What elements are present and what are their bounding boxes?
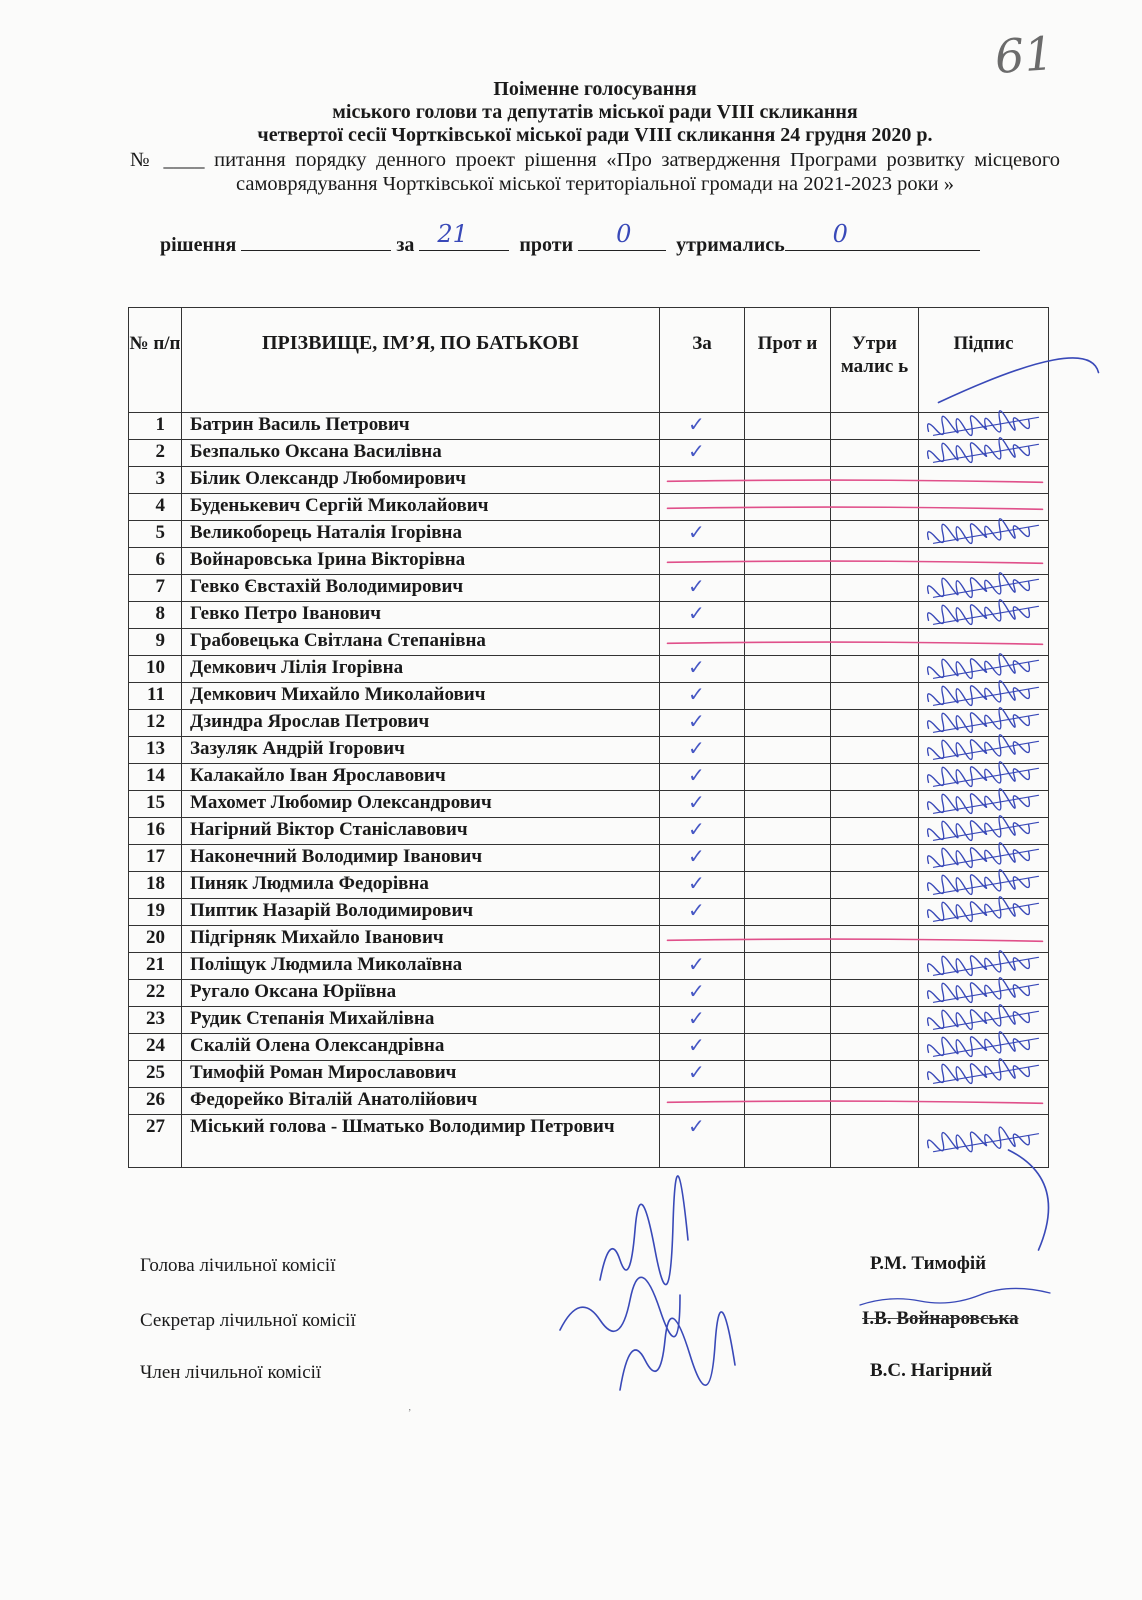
- row-number: 21: [129, 953, 182, 980]
- row-for-cell: [660, 467, 745, 494]
- row-signature-cell: [919, 818, 1049, 845]
- row-against-cell: [745, 926, 831, 953]
- table-row: [129, 575, 1049, 602]
- row-signature-cell: [919, 1007, 1049, 1034]
- check-mark-icon: ✓: [688, 412, 705, 436]
- row-name: Безпалько Оксана Василівна: [182, 440, 660, 467]
- row-against-cell: [745, 467, 831, 494]
- table-row: [129, 1061, 1049, 1088]
- row-number: 6: [129, 548, 182, 575]
- row-number: 1: [129, 413, 182, 440]
- row-number: 11: [129, 683, 182, 710]
- check-mark-icon: ✓: [688, 601, 705, 625]
- row-for-cell: [660, 629, 745, 656]
- for-count: 21: [437, 220, 468, 248]
- row-against-cell: [745, 1115, 831, 1168]
- row-for-cell: [660, 899, 745, 926]
- row-for-cell: [660, 575, 745, 602]
- row-signature-cell: [919, 980, 1049, 1007]
- row-for-cell: [660, 818, 745, 845]
- row-signature-cell: [919, 1061, 1049, 1088]
- row-against-cell: [745, 872, 831, 899]
- table-row: [129, 710, 1049, 737]
- check-mark-icon: ✓: [688, 898, 705, 922]
- row-abstained-cell: [831, 899, 919, 926]
- row-against-cell: [745, 683, 831, 710]
- row-for-cell: [660, 494, 745, 521]
- row-abstained-cell: [831, 656, 919, 683]
- row-abstained-cell: [831, 710, 919, 737]
- table-row: [129, 602, 1049, 629]
- table-row: [129, 980, 1049, 1007]
- abstained-count: 0: [832, 220, 848, 248]
- row-signature-cell: [919, 872, 1049, 899]
- row-abstained-cell: [831, 1007, 919, 1034]
- row-for-cell: [660, 656, 745, 683]
- row-against-cell: [745, 575, 831, 602]
- row-signature-cell: [919, 602, 1049, 629]
- decision-blank: [241, 232, 391, 251]
- row-against-cell: [745, 629, 831, 656]
- row-for-cell: [660, 845, 745, 872]
- check-mark-icon: ✓: [688, 439, 705, 463]
- row-against-cell: [745, 656, 831, 683]
- table-row: [129, 791, 1049, 818]
- table-row: [129, 737, 1049, 764]
- row-for-cell: [660, 980, 745, 1007]
- row-signature-cell: [919, 683, 1049, 710]
- row-against-cell: [745, 1007, 831, 1034]
- table-row: [129, 899, 1049, 926]
- table-row: [129, 953, 1049, 980]
- row-signature-cell: [919, 548, 1049, 575]
- row-abstained-cell: [831, 926, 919, 953]
- table-row: [129, 818, 1049, 845]
- row-number: 7: [129, 575, 182, 602]
- row-against-cell: [745, 818, 831, 845]
- row-against-cell: [745, 548, 831, 575]
- row-against-cell: [745, 602, 831, 629]
- check-mark-icon: ✓: [688, 736, 705, 760]
- for-blank: [419, 220, 509, 251]
- row-signature-cell: [919, 1088, 1049, 1115]
- row-abstained-cell: [831, 1115, 919, 1168]
- check-mark-icon: ✓: [688, 1033, 705, 1057]
- row-name: Наконечний Володимир Іванович: [182, 845, 660, 872]
- table-row: [129, 872, 1049, 899]
- row-name: Дзиндра Ярослав Петрович: [182, 710, 660, 737]
- row-abstained-cell: [831, 791, 919, 818]
- table-row: [129, 845, 1049, 872]
- chair-name: Р.М. Тимофій: [870, 1253, 987, 1274]
- row-abstained-cell: [831, 764, 919, 791]
- row-number: 18: [129, 872, 182, 899]
- row-for-cell: [660, 872, 745, 899]
- row-name: Скалій Олена Олександрівна: [182, 1034, 660, 1061]
- row-signature-cell: [919, 413, 1049, 440]
- row-for-cell: [660, 1061, 745, 1088]
- row-against-cell: [745, 953, 831, 980]
- member-name: В.С. Нагірний: [870, 1360, 993, 1381]
- col-abstained-header: Утри малис ь: [831, 308, 919, 413]
- col-for-header: За: [660, 308, 745, 413]
- abstained-blank: [785, 220, 980, 251]
- against-label: проти: [519, 234, 574, 256]
- row-name: Білик Олександр Любомирович: [182, 467, 660, 494]
- row-number: 22: [129, 980, 182, 1007]
- row-number: 23: [129, 1007, 182, 1034]
- row-signature-cell: [919, 440, 1049, 467]
- header-subtitle: міського голови та депутатів міської ради VIII скликання: [332, 101, 858, 123]
- row-abstained-cell: [831, 845, 919, 872]
- row-against-cell: [745, 1034, 831, 1061]
- row-name: Буденькевич Сергій Миколайович: [182, 494, 660, 521]
- row-against-cell: [745, 521, 831, 548]
- row-number: 9: [129, 629, 182, 656]
- row-signature-cell: [919, 764, 1049, 791]
- row-number: 14: [129, 764, 182, 791]
- check-mark-icon: ✓: [688, 655, 705, 679]
- row-against-cell: [745, 710, 831, 737]
- secretary-signature: [560, 1277, 680, 1336]
- against-count: 0: [616, 220, 632, 248]
- header-session: четвертої сесії Чортківської міської ради VIII скликання 24 грудня 2020 р.: [257, 124, 933, 146]
- check-mark-icon: ✓: [688, 682, 705, 706]
- table-row: [129, 440, 1049, 467]
- row-name: Гевко Євстахій Володимирович: [182, 575, 660, 602]
- row-abstained-cell: [831, 1088, 919, 1115]
- row-abstained-cell: [831, 521, 919, 548]
- row-abstained-cell: [831, 413, 919, 440]
- row-name: Пиняк Людмила Федорівна: [182, 872, 660, 899]
- row-name: Великоборець Наталія Ігорівна: [182, 521, 660, 548]
- table-row: [129, 467, 1049, 494]
- row-name: Рудик Степанія Михайлівна: [182, 1007, 660, 1034]
- col-number-header: № п/п: [129, 308, 182, 413]
- against-blank: [578, 220, 666, 251]
- row-abstained-cell: [831, 1061, 919, 1088]
- row-number: 24: [129, 1034, 182, 1061]
- row-signature-cell: [919, 1034, 1049, 1061]
- page-number: 61: [993, 26, 1056, 84]
- row-name: Федорейко Віталій Анатолійович: [182, 1088, 660, 1115]
- abstained-label: утримались: [676, 234, 785, 256]
- row-for-cell: [660, 1115, 745, 1168]
- check-mark-icon: ✓: [688, 574, 705, 598]
- check-mark-icon: ✓: [688, 1060, 705, 1084]
- check-mark-icon: ✓: [688, 817, 705, 841]
- document-header: [130, 78, 1060, 196]
- row-name: Войнаровська Ірина Вікторівна: [182, 548, 660, 575]
- row-number: 27: [129, 1115, 182, 1168]
- check-mark-icon: ✓: [688, 790, 705, 814]
- row-signature-cell: [919, 467, 1049, 494]
- row-against-cell: [745, 440, 831, 467]
- row-signature-cell: [919, 737, 1049, 764]
- row-number: 20: [129, 926, 182, 953]
- row-name: Грабовецька Світлана Степанівна: [182, 629, 660, 656]
- table-row: [129, 926, 1049, 953]
- check-mark-icon: ✓: [688, 844, 705, 868]
- row-number: 4: [129, 494, 182, 521]
- row-for-cell: [660, 521, 745, 548]
- table-row: [129, 1115, 1049, 1168]
- voting-table: [128, 307, 1049, 1168]
- row-for-cell: [660, 440, 745, 467]
- row-number: 15: [129, 791, 182, 818]
- table-header-row: [129, 308, 1049, 413]
- row-name: Тимофій Роман Мирославович: [182, 1061, 660, 1088]
- row-signature-cell: [919, 926, 1049, 953]
- secretary-name: І.В. Войнаровська: [862, 1308, 1019, 1329]
- check-mark-icon: ✓: [688, 871, 705, 895]
- table-row: [129, 656, 1049, 683]
- row-name: Пиптик Назарій Володимирович: [182, 899, 660, 926]
- table-row: [129, 494, 1049, 521]
- table-row: [129, 413, 1049, 440]
- row-signature-cell: [919, 521, 1049, 548]
- row-against-cell: [745, 845, 831, 872]
- row-against-cell: [745, 494, 831, 521]
- row-for-cell: [660, 1034, 745, 1061]
- secretary-label: Секретар лічильної комісії: [140, 1310, 356, 1331]
- decision-line: [160, 220, 980, 257]
- table-row: [129, 1007, 1049, 1034]
- row-number: 5: [129, 521, 182, 548]
- row-against-cell: [745, 737, 831, 764]
- row-name: Махомет Любомир Олександрович: [182, 791, 660, 818]
- table-row: [129, 521, 1049, 548]
- row-against-cell: [745, 980, 831, 1007]
- row-for-cell: [660, 764, 745, 791]
- row-against-cell: [745, 1061, 831, 1088]
- check-mark-icon: ✓: [688, 520, 705, 544]
- row-abstained-cell: [831, 467, 919, 494]
- row-abstained-cell: [831, 575, 919, 602]
- member-signature: [620, 1312, 735, 1390]
- row-number: 25: [129, 1061, 182, 1088]
- header-title: Поіменне голосування: [493, 78, 697, 100]
- row-signature-cell: [919, 710, 1049, 737]
- row-number: 8: [129, 602, 182, 629]
- row-abstained-cell: [831, 683, 919, 710]
- row-name: Калакайло Іван Ярославович: [182, 764, 660, 791]
- check-mark-icon: ✓: [688, 1006, 705, 1030]
- row-signature-cell: [919, 791, 1049, 818]
- row-abstained-cell: [831, 818, 919, 845]
- row-number: 2: [129, 440, 182, 467]
- row-for-cell: [660, 737, 745, 764]
- row-for-cell: [660, 413, 745, 440]
- row-for-cell: [660, 926, 745, 953]
- row-number: 10: [129, 656, 182, 683]
- row-signature-cell: [919, 845, 1049, 872]
- check-mark-icon: ✓: [688, 1114, 705, 1138]
- row-abstained-cell: [831, 980, 919, 1007]
- row-name: Батрин Василь Петрович: [182, 413, 660, 440]
- check-mark-icon: ✓: [688, 763, 705, 787]
- table-row: [129, 1088, 1049, 1115]
- table-row: [129, 548, 1049, 575]
- secretary-initials-scribble: [860, 1288, 1050, 1305]
- member-label: Член лічильної комісії: [140, 1362, 322, 1383]
- row-name: Демкович Лілія Ігорівна: [182, 656, 660, 683]
- row-for-cell: [660, 548, 745, 575]
- chair-signature: [600, 1176, 688, 1285]
- col-name-header: ПРІЗВИЩЕ, ІМ’Я, ПО БАТЬКОВІ: [182, 308, 660, 413]
- row-signature-cell: [919, 575, 1049, 602]
- row-for-cell: [660, 1007, 745, 1034]
- row-abstained-cell: [831, 953, 919, 980]
- stray-mark: ’: [408, 1408, 412, 1419]
- table-row: [129, 764, 1049, 791]
- decision-label: рішення: [160, 234, 237, 256]
- row-for-cell: [660, 683, 745, 710]
- row-number: 12: [129, 710, 182, 737]
- row-abstained-cell: [831, 737, 919, 764]
- table-row: [129, 1034, 1049, 1061]
- agenda-item: № ____ питання порядку денного проект рішення «Про затвердження Програми розвитку місцевого самоврядування Чортківської міської територіальної громади на 2021-2023 роки »: [130, 149, 1060, 195]
- row-signature-cell: [919, 656, 1049, 683]
- row-name: Гевко Петро Іванович: [182, 602, 660, 629]
- row-signature-cell: [919, 629, 1049, 656]
- row-abstained-cell: [831, 602, 919, 629]
- col-signature-header: Підпис: [919, 308, 1049, 413]
- row-against-cell: [745, 899, 831, 926]
- row-name: Зазуляк Андрій Ігорович: [182, 737, 660, 764]
- row-name: Ругало Оксана Юріївна: [182, 980, 660, 1007]
- row-abstained-cell: [831, 548, 919, 575]
- row-number: 16: [129, 818, 182, 845]
- row-number: 19: [129, 899, 182, 926]
- row-abstained-cell: [831, 440, 919, 467]
- row-name: Нагірний Віктор Станіславович: [182, 818, 660, 845]
- row-signature-cell: [919, 494, 1049, 521]
- check-mark-icon: ✓: [688, 952, 705, 976]
- row-signature-cell: [919, 1115, 1049, 1168]
- row-against-cell: [745, 764, 831, 791]
- chair-label: Голова лічильної комісії: [140, 1255, 336, 1276]
- table-row: [129, 683, 1049, 710]
- row-against-cell: [745, 1088, 831, 1115]
- check-mark-icon: ✓: [688, 709, 705, 733]
- row-abstained-cell: [831, 629, 919, 656]
- for-label: за: [396, 234, 415, 256]
- row-name: Поліщук Людмила Миколаївна: [182, 953, 660, 980]
- row-name: Демкович Михайло Миколайович: [182, 683, 660, 710]
- row-number: 26: [129, 1088, 182, 1115]
- row-abstained-cell: [831, 494, 919, 521]
- row-for-cell: [660, 1088, 745, 1115]
- row-against-cell: [745, 791, 831, 818]
- row-against-cell: [745, 413, 831, 440]
- table-row: [129, 629, 1049, 656]
- row-for-cell: [660, 791, 745, 818]
- row-number: 13: [129, 737, 182, 764]
- row-number: 17: [129, 845, 182, 872]
- row-abstained-cell: [831, 1034, 919, 1061]
- row-name: Підгірняк Михайло Іванович: [182, 926, 660, 953]
- col-against-header: Прот и: [745, 308, 831, 413]
- check-mark-icon: ✓: [688, 979, 705, 1003]
- row-signature-cell: [919, 899, 1049, 926]
- row-signature-cell: [919, 953, 1049, 980]
- row-for-cell: [660, 602, 745, 629]
- row-abstained-cell: [831, 872, 919, 899]
- row-for-cell: [660, 953, 745, 980]
- row-number: 3: [129, 467, 182, 494]
- row-name: Міський голова - Шматько Володимир Петрович: [182, 1115, 660, 1168]
- row-for-cell: [660, 710, 745, 737]
